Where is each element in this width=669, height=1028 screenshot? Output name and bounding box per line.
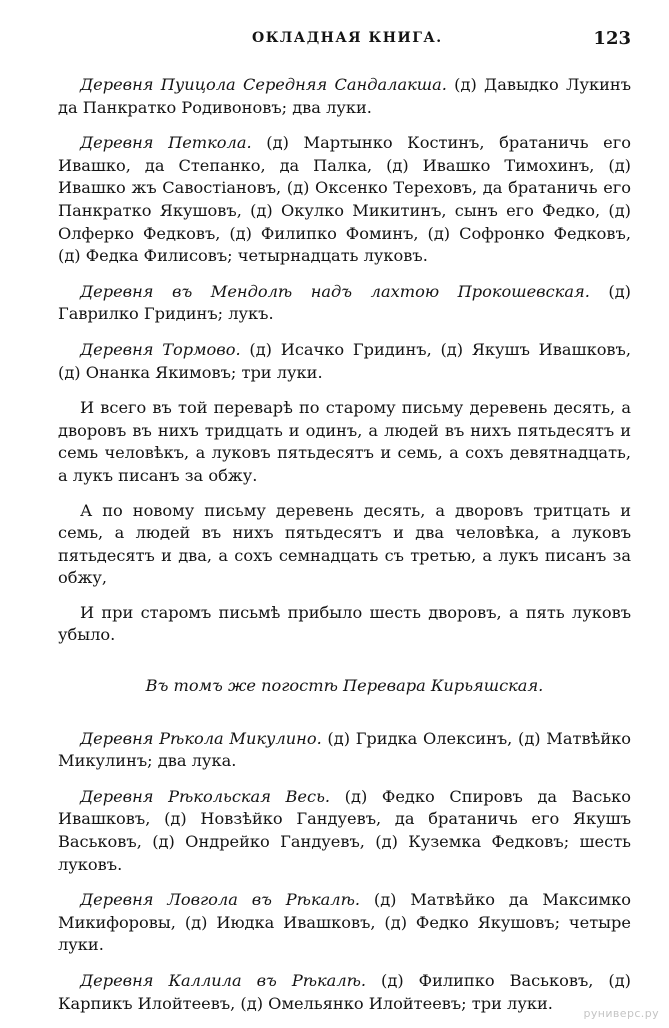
village-name: Деревня Рѣкольская Весь.	[80, 786, 331, 806]
village-entry	[58, 970, 631, 1015]
village-entry	[58, 889, 631, 957]
village-entry	[58, 728, 631, 773]
village-entry	[58, 132, 631, 268]
village-households: (д) Исачко Гридинъ, (д) Якушъ Ивашковъ, (д) Онанка Якимовъ; три луки.	[58, 339, 631, 382]
village-name: Деревня Ловгола въ Рѣкалѣ.	[80, 890, 361, 910]
village-entry	[58, 74, 631, 119]
village-households: (д) Гридка Олексинъ, (д) Матвѣйко Микулинъ; два лука.	[58, 728, 631, 771]
summary-paragraph: И при старомъ письмѣ прибыло шесть дворовъ, а пять луковъ убыло.	[58, 602, 631, 645]
page-number: 123	[593, 28, 631, 49]
village-name: Деревня Каллила въ Рѣкалѣ.	[80, 971, 367, 990]
summary-paragraph: А по новому письму деревень десять, а дворовъ тритцать и семь, а людей въ нихъ пятьдесятъ и два человѣка, а луковъ пятьдесятъ и два, а сохъ семнадцать съ третью, а лукъ писанъ за обжу,	[58, 500, 631, 588]
village-households: (д) Мартынко Костинъ, братаничь его Ивашко, да Степанко, да Палка, (д) Ивашко Тимохинъ, (д) Ивашко жъ Савостiановъ, (д) Оксенко Тереховъ, да братаничь его Панкратко Якушовъ, (д) Окулко Микитинъ, сынъ его Федко, (д) Олферко Федковъ, (д) Филипко Фоминъ, (д) Софронко Федковъ, (д) Федка Филисовъ; четырнадцать луковъ.	[58, 133, 631, 266]
running-title: ОКЛАДНАЯ КНИГА.	[252, 30, 443, 46]
summary-paragraph: И всего въ той переварѣ по старому письму деревень десять, а дворовъ въ нихъ тридцать и одинъ, а людей въ нихъ пятьдесятъ и семь человѣкъ, а луковъ пятьдесятъ и семь, а сохъ девятнадцать, а лукъ писанъ за обжу.	[58, 398, 631, 485]
village-households: (д) Федко Спировъ да Васько Ивашковъ, (д) Новзѣйко Гандуевъ, да братаничь его Якушъ Васьковъ, (д) Ондрейко Гандуевъ, (д) Куземка Федковъ; шесть луковъ.	[58, 786, 631, 874]
village-entry	[58, 281, 631, 326]
village-name: Деревня Пуицола Середняя Сандалакша.	[80, 75, 447, 94]
village-name: Деревня Тормово.	[80, 339, 241, 359]
village-name: Деревня въ Мендолѣ надъ лахтою Прокошевская.	[80, 281, 590, 301]
village-households: (д) Давыдко Лукинъ да Панкратко Родивоновъ; два луки.	[58, 75, 631, 117]
village-entry	[58, 786, 631, 876]
village-name: Деревня Петкола.	[80, 133, 252, 153]
village-name: Деревня Рѣкола Микулино.	[80, 728, 322, 748]
page-body	[58, 74, 631, 1028]
village-entry	[58, 339, 631, 384]
village-households: (д) Гаврилко Гридинъ; лукъ.	[58, 281, 631, 324]
village-households: (д) Матвѣйко да Максимко Микифоровы, (д) Июдка Ивашковъ, (д) Федко Якушовъ; четыре луки.	[58, 890, 631, 955]
village-households: (д) Филипко Васьковъ, (д) Карпикъ Илойтеевъ, (д) Омельянко Илойтеевъ; три луки.	[58, 971, 631, 1013]
watermark: руниверс.ру	[583, 1007, 659, 1020]
section-heading: Въ томъ же погостѣ Перевара Кирьяшская.	[145, 676, 544, 696]
